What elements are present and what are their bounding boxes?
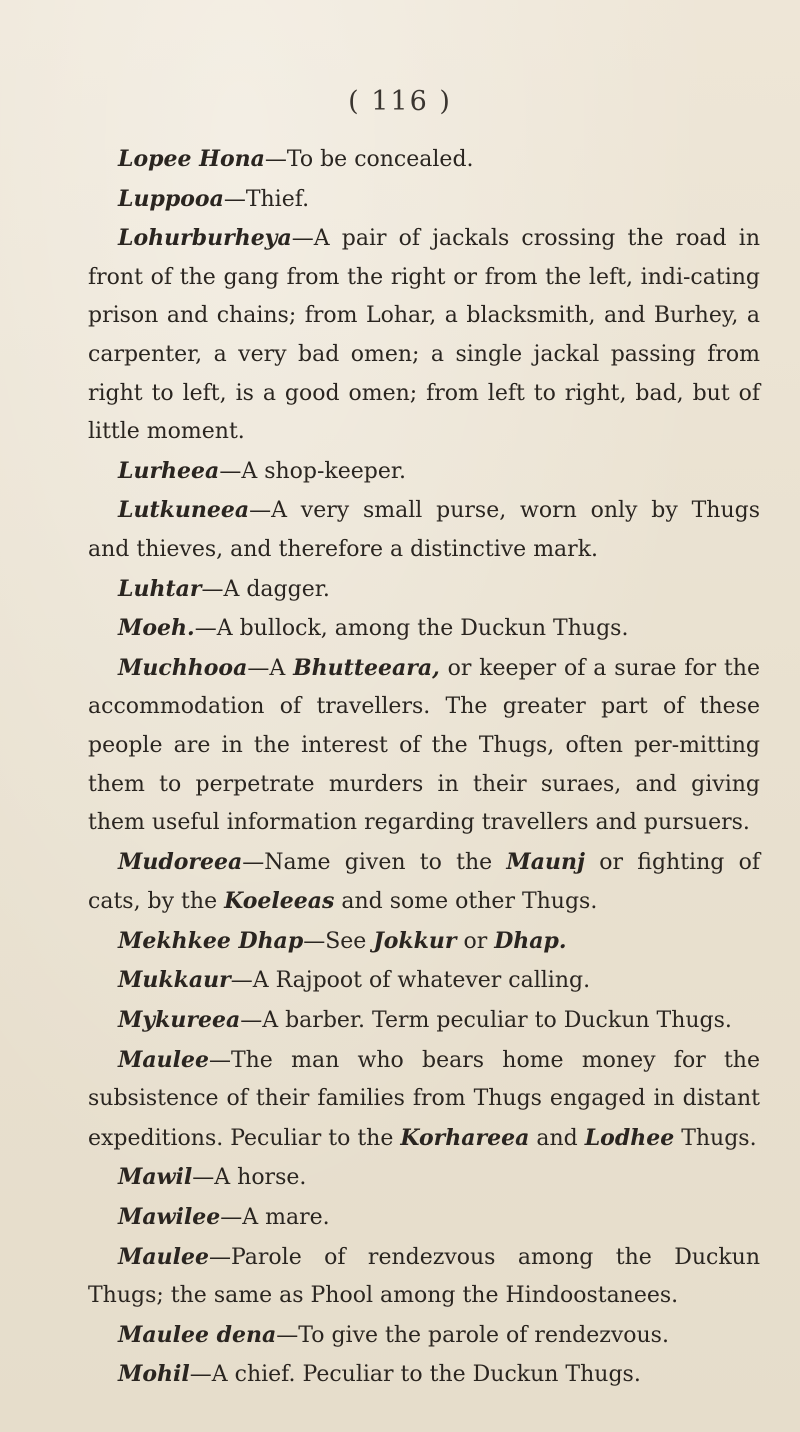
entry-definition: —A dagger. <box>201 576 330 602</box>
entry-definition: —A very small purse, worn only by Thugs and thieves, and therefore a distinctive mark. <box>88 498 760 562</box>
entry-definition: —See <box>303 928 374 954</box>
entry-term-inline: Lodhee <box>584 1124 675 1151</box>
glossary-entry <box>88 609 760 649</box>
glossary-entry <box>88 1041 760 1159</box>
entry-term: Lutkuneea <box>118 497 250 524</box>
entry-definition: —Name given to the <box>242 849 507 875</box>
entry-definition: —A bullock, among the Duckun Thugs. <box>194 616 629 642</box>
entry-term: Luppooa <box>118 185 224 212</box>
entry-term-inline: Dhap. <box>494 927 567 954</box>
entry-term-inline: Jokkur <box>373 927 457 954</box>
entry-term-inline: Koeleeas <box>224 888 335 915</box>
entry-term: Mohil <box>118 1361 190 1388</box>
glossary-entry <box>88 180 760 220</box>
entry-term-inline: Korhareea <box>400 1124 530 1151</box>
entry-term: Mekhkee Dhap <box>118 927 304 954</box>
entry-definition: —Thief. <box>223 186 310 212</box>
entry-definition: —To give the parole of rendezvous. <box>276 1322 669 1348</box>
glossary-entry <box>88 1198 760 1238</box>
glossary-entry <box>88 961 760 1001</box>
entry-definition: —A horse. <box>192 1165 307 1191</box>
entry-term: Mawil <box>118 1164 193 1191</box>
page-number: ( 116 ) <box>348 86 452 117</box>
entry-definition: —A Rajpoot of whatever calling. <box>230 968 591 994</box>
entry-term: Maulee <box>118 1046 209 1073</box>
entry-definition-cont: or keeper of a surae for the accommodation of travellers. The greater part of these people are in the interest of the Thugs, often per-mitting them to perpetrate murders in their suraes, and giving them useful information regarding travellers and pursuers. <box>88 655 760 836</box>
entry-term: Mawilee <box>118 1204 221 1231</box>
glossary-entry <box>88 140 760 180</box>
glossary-entry <box>88 1238 760 1316</box>
entry-definition: —To be concealed. <box>264 147 474 172</box>
glossary-entry <box>88 570 760 610</box>
entry-definition-cont: or <box>456 928 495 954</box>
entry-term: Muchhooa <box>118 654 248 681</box>
entry-term: Lurheea <box>118 457 220 484</box>
glossary-entry <box>88 1158 760 1198</box>
entry-definition: —The man who bears home money for the subsistence of their families from Thugs engaged in distant expeditions. Peculiar to the <box>88 1047 760 1151</box>
entry-definition: —A <box>247 655 294 681</box>
entry-definition-cont: and <box>529 1125 585 1151</box>
entry-term: Mukkaur <box>118 967 231 994</box>
glossary-entry <box>88 843 760 922</box>
glossary-entry <box>88 1355 760 1395</box>
entry-term: Lopee Hona <box>118 146 265 172</box>
glossary-entry <box>88 1316 760 1356</box>
entry-term-inline: Maunj <box>506 848 585 875</box>
entry-term-inline: Bhutteeara, <box>293 654 440 681</box>
entry-definition: —Parole of rendezvous among the Duckun Thugs; the same as Phool among the Hindoostanees. <box>88 1244 760 1309</box>
glossary-entry <box>88 649 760 843</box>
entry-definition: —A chief. Peculiar to the Duckun Thugs. <box>189 1362 641 1388</box>
entry-term: Maulee dena <box>118 1321 277 1348</box>
entry-definition: —A barber. Term peculiar to Duckun Thugs. <box>240 1008 732 1034</box>
glossary-text <box>88 140 760 1395</box>
entry-term: Lohurburheya <box>118 225 292 252</box>
entry-definition: —A pair of jackals crossing the road in front of the gang from the right or from the left, indi-cating prison and chains; from Lohar, a blacksmith, and Burhey, a carpenter, a very bad omen; a single jackal passing from right to left, is a good omen; from left to right, bad, but of little moment. <box>88 226 760 445</box>
entry-definition: —A shop-keeper. <box>219 458 406 484</box>
glossary-entry <box>88 922 760 962</box>
glossary-entry <box>88 1001 760 1041</box>
glossary-entry <box>88 219 760 452</box>
entry-definition-cont: Thugs. <box>674 1125 757 1151</box>
entry-definition-cont: or fighting of cats, by the <box>88 849 760 915</box>
entry-term: Moeh. <box>118 615 195 642</box>
glossary-entry <box>88 452 760 492</box>
entry-definition: —A mare. <box>220 1205 330 1231</box>
glossary-entry <box>88 491 760 569</box>
entry-term: Mudoreea <box>118 848 243 875</box>
entry-term: Mykureea <box>118 1007 241 1034</box>
entry-definition-cont: and some other Thugs. <box>334 889 598 915</box>
entry-term: Maulee <box>118 1243 209 1270</box>
entry-term: Luhtar <box>118 575 202 602</box>
